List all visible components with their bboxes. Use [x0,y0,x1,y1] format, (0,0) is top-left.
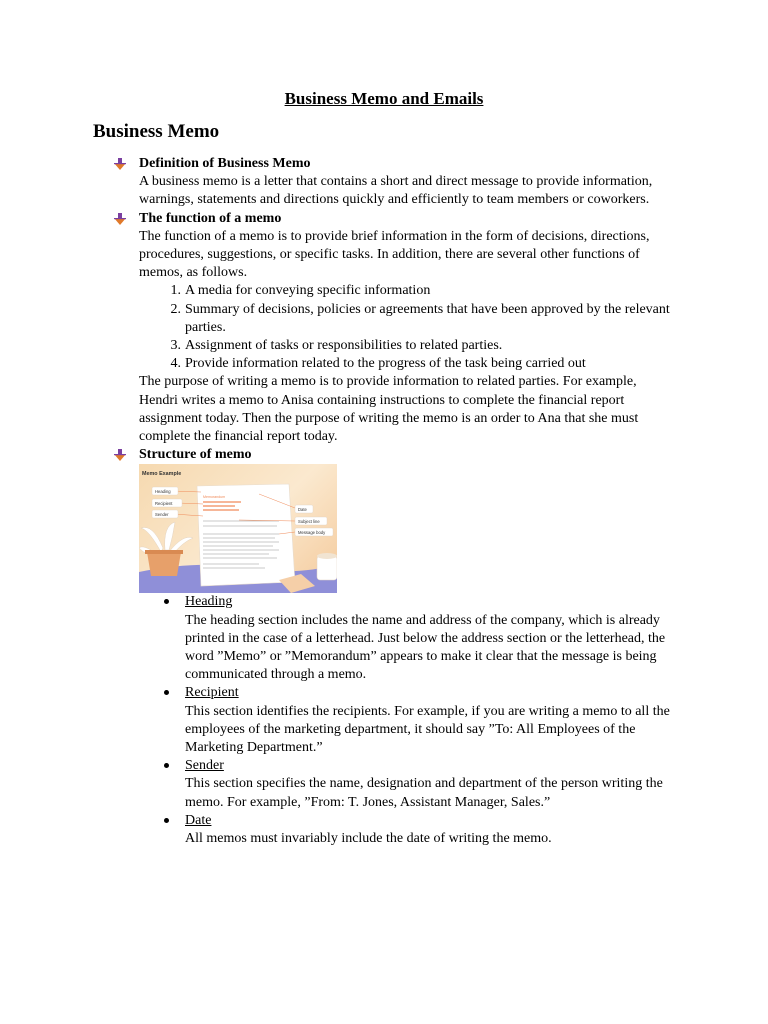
paper-heading: Memorandum [203,495,226,500]
figure-label-recipient: Recipient [155,501,173,507]
list-number: 1. [170,283,181,299]
cup-decoration [317,553,337,580]
function-item [0,210,669,283]
list-item [170,282,675,300]
list-item [185,812,680,848]
figure-label-sender: Sender [155,512,169,518]
left-labels [152,487,182,518]
bullet-icon [164,763,169,768]
definition-body: A business memo is a letter that contains a short and direct message to provide information, warnings, statements and directions quickly and efficiently to team members or coworkers. [139,174,653,208]
figure-label-message: Message body [298,530,326,536]
list-text: Summary of decisions, policies or agreements that have been approved by the relevant parties. [185,301,670,335]
arrow-bullet-icon [114,449,126,461]
list-item [170,337,675,355]
list-text: Assignment of tasks or responsibilities to related parties. [185,338,503,354]
right-labels [295,505,333,536]
figure-label-heading: Heading [155,489,171,495]
list-number: 4. [170,356,181,372]
part-term: Sender [185,758,224,774]
list-item [170,301,675,337]
figure-label-subject: Subject line [298,519,320,525]
part-term: Date [185,812,212,828]
structure-item [0,446,669,464]
part-term: Recipient [185,685,239,701]
bullet-icon [164,818,169,823]
list-number: 2. [170,301,181,317]
list-item [185,757,680,812]
part-description: All memos must invariably include the date of writing the memo. [185,831,552,847]
part-term: Heading [185,594,233,610]
part-description: This section specifies the name, designation and department of the person writing the memo. For example, ”From: T. Jones, Assistant Manager, Sales.” [185,776,663,810]
purpose-paragraph: The purpose of writing a memo is to provide information to related parties. For example, Hendri writes a memo to Anisa containing instructions to complete the financial report assignment today. Then the purpose of writing the memo is an order to Ana that she must complete the financial report today. [139,374,639,445]
arrow-bullet-icon [114,158,126,170]
arrow-bullet-icon [114,213,126,225]
bullet-icon [164,690,169,695]
list-text: Provide information related to the progress of the task being carried out [185,356,586,372]
bullet-icon [164,599,169,604]
structure-heading: Structure of memo [139,447,252,463]
list-item [170,355,675,373]
list-item [185,684,680,757]
part-description: This section identifies the recipients. For example, if you are writing a memo to all the employees of the marketing department, it should say ”To: All Employees of the Marketing Department.” [185,703,670,756]
memo-example-figure [139,464,337,593]
definition-heading: Definition of Business Memo [139,156,311,171]
figure-title: Memo Example [142,471,182,478]
part-description: The heading section includes the name and address of the company, which is already printed in the case of a letterhead. Just below the address section or the letterhead, the word ”Memo” or ”Memorandum” appears to make it clear that the message is being communicated through a memo. [185,612,666,683]
figure-label-date: Date [298,507,307,513]
list-text: A media for conveying specific information [185,283,431,299]
document-body [0,155,768,848]
memo-example-illustration [139,464,337,593]
purpose-paragraph-wrap [0,373,669,446]
memo-paper [197,484,295,586]
function-heading: The function of a memo [139,210,282,226]
structure-parts-list [0,593,680,848]
definition-item [0,155,669,210]
document-title: Business Memo and Emails [284,89,484,108]
function-intro: The function of a memo is to provide brief information in the form of decisions, directions, procedures, suggestions, or specific tasks. In addition, there are several other functions of memos, as follows. [139,228,650,281]
list-item [185,593,680,684]
section-heading: Business Memo [93,121,220,142]
function-list [0,282,675,373]
list-number: 3. [170,338,181,354]
